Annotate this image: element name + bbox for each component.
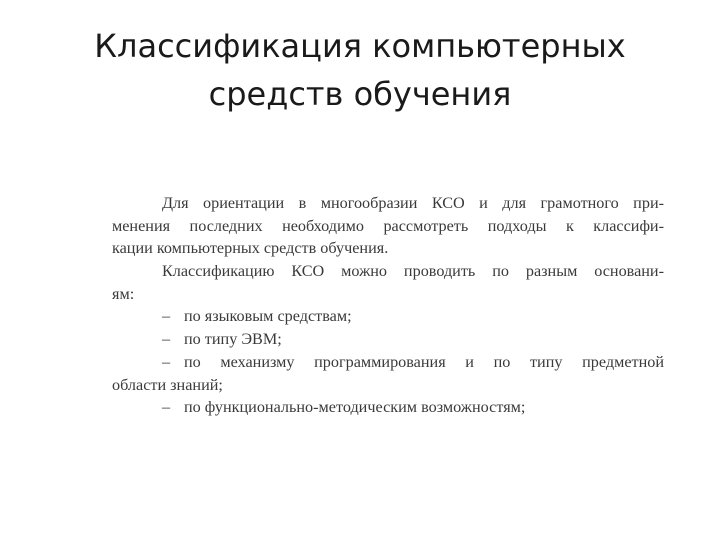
list-item — [112, 328, 664, 351]
slide-title — [60, 22, 660, 118]
text-line: кации компьютерных средств обучения. — [112, 239, 389, 258]
list-item-text: по типу ЭВМ; — [184, 330, 282, 349]
text-line: Для ориентации в многообразии КСО и для грамотного при- — [162, 194, 664, 212]
list-item — [112, 305, 664, 328]
text-line: Классификацию КСО можно проводить по разным основани- — [162, 262, 664, 281]
title-line: Классификация компьютерных — [94, 27, 626, 65]
dash-marker: – — [162, 352, 171, 371]
list-item — [112, 351, 664, 374]
text-line: ям: — [112, 284, 135, 303]
scanned-text-block — [112, 192, 664, 419]
text-line: менения последних необходимо рассмотреть подходы к классифи- — [112, 216, 664, 235]
list-item-text: по функционально-методическим возможностям; — [184, 398, 526, 417]
list-item — [112, 396, 664, 419]
dash-marker: – — [162, 307, 171, 326]
dash-marker: – — [162, 398, 171, 417]
list-item-text: по механизму программирования и по типу предметной — [184, 352, 664, 371]
dash-marker: – — [162, 330, 171, 349]
title-line: средств обучения — [208, 75, 512, 113]
text-line: области знаний; — [112, 375, 223, 394]
list-item-text: по языковым средствам; — [184, 307, 352, 326]
